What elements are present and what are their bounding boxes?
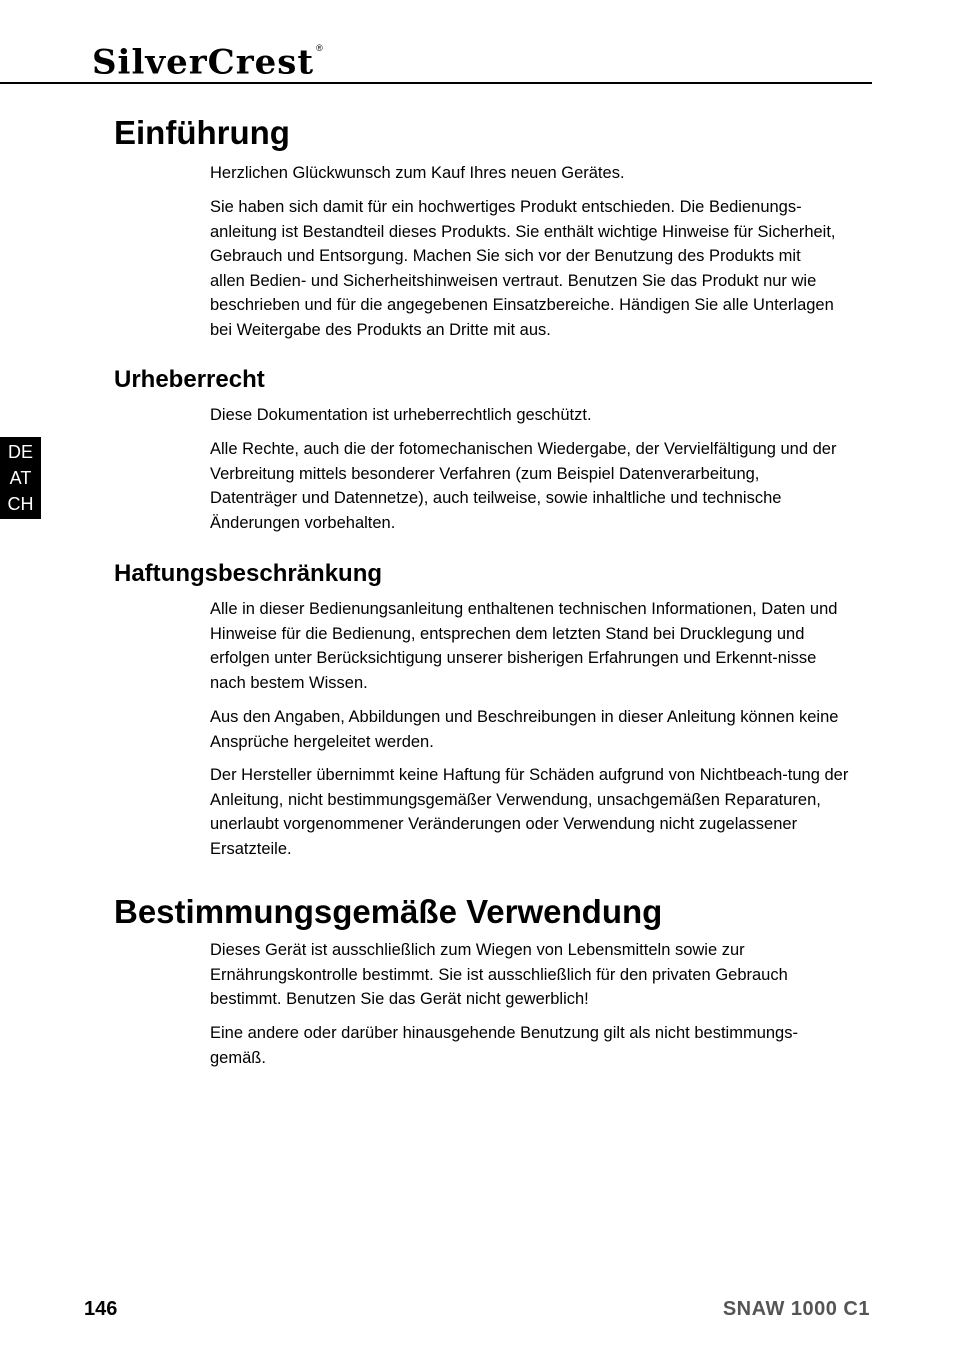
language-at: AT: [9, 468, 32, 488]
copyright-paragraph-1: Diese Dokumentation ist urheberrechtlich geschützt.: [210, 406, 592, 424]
intro-paragraph-2: Sie haben sich damit für ein hochwertiges Produkt entschieden. Die Bedienungs-anleitung ist Bestandteil dieses Produkts. Sie enthält wichtige Hinweise für Sicherheit, Gebrauch und Entsorgung. Machen Sie sich vor der Benutzung des Produkts mit allen Bedien- und Sicherheitshinweisen vertraut. Benutzen Sie das Produkt nur wie beschrieben und für die angegebenen Einsatzbereiche. Händigen Sie alle Unterlagen bei Weitergabe des Produkts an Dritte mit aus.: [210, 198, 836, 339]
liability-paragraph-3: Der Hersteller übernimmt keine Haftung für Schäden aufgrund von Nichtbeach-tung der Anleitung, nicht bestimmungsgemäßer Verwendung, unsachgemäßen Reparaturen, unerlaubt vorgenommener Veränderungen oder Verwendung nicht zugelassener Ersatzteile.: [210, 766, 849, 858]
heading-intro: Einführung: [114, 114, 290, 151]
page-number: 146: [84, 1298, 118, 1320]
brand-logo: [92, 38, 324, 82]
model-number: SNAW 1000 C1: [722, 1298, 870, 1320]
heading-copyright: Urheberrecht: [114, 366, 265, 393]
intended-use-paragraph-1: Dieses Gerät ist ausschließlich zum Wiegen von Lebensmitteln sowie zur Ernährungskontrolle bestimmt. Sie ist ausschließlich für den privaten Gebrauch bestimmt. Benutzen Sie das Gerät nicht gewerblich!: [210, 941, 788, 1009]
copyright-paragraph-2: Alle Rechte, auch die der fotomechanischen Wiedergabe, der Vervielfältigung und der Verbreitung mittels besonderer Verfahren (zum Beispiel Datenverarbeitung, Datenträger und Datennetze), auch teilweise, sowie inhaltliche und technische Änderungen vorbehalten.: [210, 440, 837, 532]
liability-paragraph-1: Alle in dieser Bedienungsanleitung enthaltenen technischen Informationen, Daten und Hinweise für die Bedienung, entsprechen dem letzten Stand bei Drucklegung und erfolgen unter Berücksichtigung unserer bisherigen Erfahrungen und Erkennt-nisse nach bestem Wissen.: [210, 600, 838, 692]
heading-liability: Haftungsbeschränkung: [114, 560, 383, 587]
intro-paragraph-1: Herzlichen Glückwunsch zum Kauf Ihres neuen Gerätes.: [210, 164, 625, 182]
heading-intended-use: Bestimmungsgemäße Verwendung: [114, 893, 663, 930]
intended-use-paragraph-2: Eine andere oder darüber hinausgehende Benutzung gilt als nicht bestimmungs-gemäß.: [210, 1024, 798, 1067]
header-rule: [0, 82, 872, 84]
language-tab: [0, 437, 41, 519]
language-de: DE: [7, 442, 33, 462]
language-ch: CH: [7, 494, 34, 514]
brand-name: SilverCrest: [92, 42, 315, 83]
registered-mark: ®: [316, 43, 324, 53]
liability-paragraph-2: Aus den Angaben, Abbildungen und Beschreibungen in dieser Anleitung können keine Ansprüche hergeleitet werden.: [210, 708, 839, 751]
